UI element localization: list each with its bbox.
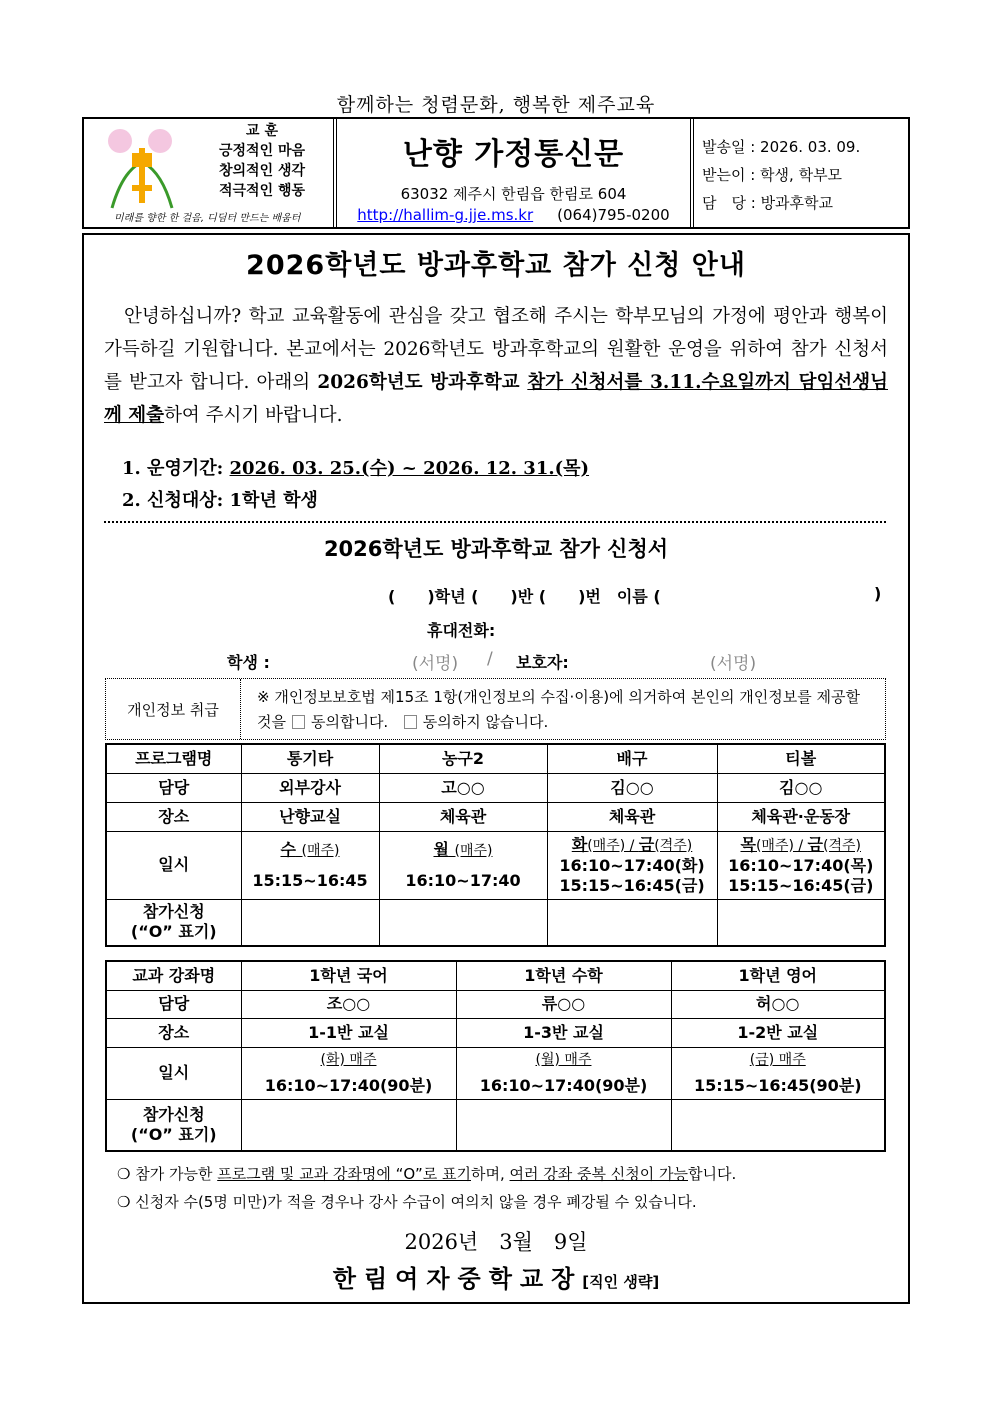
apply-cell[interactable] [717,899,885,946]
place: 1-3반 교실 [456,1018,671,1047]
student-id-close: ) [874,584,882,603]
subject-name: 1학년 국어 [241,961,456,990]
disagree-checkbox[interactable] [404,715,417,729]
motto [219,121,305,201]
sent-date: 발송일 : 2026. 03. 09. [702,138,861,156]
guardian-sign-field[interactable]: (서명) [710,654,757,674]
subject-table [105,960,886,1152]
guardian-sign-label: 보호자: [516,653,569,672]
row-header: 장소 [106,802,241,831]
place: 1-2반 교실 [671,1018,885,1047]
schedule: (금) 매주 15:15~16:45(90분) [671,1047,885,1099]
apply-cell[interactable] [456,1099,671,1151]
motto-line: 창의적인 생각 [219,163,306,179]
school-url-link[interactable]: http://hallim-g.jje.ms.kr [357,206,534,224]
student-sign-label: 학생 : [227,653,270,672]
info-target: 2. 신청대상: 1학년 학생 [122,490,318,511]
department: 담 당 : 방과후학교 [702,194,834,212]
privacy-label: 개인정보 취급 [106,679,241,739]
motto-line: 긍정적인 마음 [219,143,306,159]
signature: 한림여자중학교장[직인 생략] [332,1265,660,1293]
schedule: 목(매주) / 금(격주) 16:10~17:40(목) 15:15~16:45(금) [717,831,885,899]
intro-bold: 2026학년도 방과후학교 [317,372,528,393]
school-motto-cell [84,119,337,227]
teacher: 류○○ [456,990,671,1018]
schedule: 수 (매주) 15:15~16:45 [241,831,379,899]
teacher: 고○○ [379,773,547,802]
newsletter-title: 난향 가정통신문 [402,137,625,172]
row-header: 참가신청 (“O” 표기) [106,899,241,946]
row-header: 일시 [106,831,241,899]
row-header: 일시 [106,1047,241,1099]
apply-cell[interactable] [379,899,547,946]
motto-title: 교 훈 [246,123,278,139]
row-header: 담당 [106,773,241,802]
program-name: 배구 [547,744,717,773]
program-name: 통기타 [241,744,379,773]
schedule: (화) 매주 16:10~17:40(90분) [241,1047,456,1099]
info-list [122,453,589,517]
place: 체육관 [379,802,547,831]
teacher: 조○○ [241,990,456,1018]
school-phone: (064)795-0200 [557,206,670,224]
disagree-label: 동의하지 않습니다. [422,713,549,731]
recipient: 받는이 : 학생, 학부모 [702,166,843,184]
school-logo-icon [102,123,182,211]
intro-deadline: 참가 신청서를 3.11.수요일까지 담임선생님께 제출 [104,372,888,426]
divider [104,521,886,523]
schedule: (월) 매주 16:10~17:40(90분) [456,1047,671,1099]
page-title: 2026학년도 방과후학교 참가 신청 안내 [246,250,746,281]
send-info-cell [694,119,908,227]
place: 난향교실 [241,802,379,831]
teacher: 김○○ [717,773,885,802]
program-table [105,743,886,947]
schedule: 월 (매주) 16:10~17:40 [379,831,547,899]
logo-caption: 미래를 향한 한 걸음, 디딤터 만드는 배움터 [114,213,301,224]
row-header: 장소 [106,1018,241,1047]
place: 체육관·운동장 [717,802,885,831]
privacy-text: ※ 개인정보보호법 제15조 1항(개인정보의 수집·이용)에 의거하여 본인의 개인정보를 제공할 것을 [257,688,860,731]
apply-cell[interactable] [671,1099,885,1151]
agree-label: 동의합니다. [310,713,389,731]
row-header: 프로그램명 [106,744,241,773]
issue-date: 2026년 3월 9일 [404,1230,588,1254]
teacher: 허○○ [671,990,885,1018]
intro-text: 하여 주시기 바랍니다. [164,405,343,426]
signature-note: [직인 생략] [582,1273,660,1291]
newsletter-cell [337,119,694,227]
phone-field[interactable]: 휴대전화: [427,621,496,640]
student-sign-field[interactable]: (서명) [412,654,459,674]
slash: / [487,649,493,669]
subject-name: 1학년 영어 [671,961,885,990]
program-name: 농구2 [379,744,547,773]
header-box [82,117,910,229]
motto-line: 적극적인 행동 [219,183,306,199]
place: 체육관 [547,802,717,831]
row-header: 참가신청 (“O” 표기) [106,1099,241,1151]
intro-paragraph [104,300,888,432]
place: 1-1반 교실 [241,1018,456,1047]
privacy-consent [105,678,886,740]
info-period: 1. 운영기간: 2026. 03. 25.(수) ~ 2026. 12. 31.(목) [122,458,590,479]
note-1: ❍ 참가 가능한 프로그램 및 교과 강좌명에 “O”로 표기하며, 여러 강좌 중복 신청이 가능합니다. [117,1165,737,1183]
subject-name: 1학년 수학 [456,961,671,990]
slogan: 함께하는 청렴문화, 행복한 제주교육 [336,94,656,116]
intro-text: 안녕하십니까? 학교 교육활동에 관심을 갖고 협조해 주시는 학부모님의 가정에 평안과 행복이 가득하길 기원합니다. 본교에서는 2026학년도 방과후학교의 원활한 운영을 위하여 참가 신청서를 받고자 합니다. 아래의 [104,306,888,393]
student-id-line[interactable]: ( )학년 ( )반 ( )번 이름 ( [388,587,661,606]
program-name: 티볼 [717,744,885,773]
row-header: 담당 [106,990,241,1018]
apply-cell[interactable] [241,1099,456,1151]
form-title: 2026학년도 방과후학교 참가 신청서 [323,537,669,561]
teacher: 외부강사 [241,773,379,802]
schedule: 화(매주) / 금(격주) 16:10~17:40(화) 15:15~16:45(금) [547,831,717,899]
apply-cell[interactable] [241,899,379,946]
agree-checkbox[interactable] [292,715,305,729]
teacher: 김○○ [547,773,717,802]
row-header: 교과 강좌명 [106,961,241,990]
note-2: ❍ 신청자 수(5명 미만)가 적을 경우나 강사 수급이 여의치 않을 경우 폐강될 수 있습니다. [117,1193,697,1211]
school-address: 63032 제주시 한림읍 한림로 604 [400,185,627,203]
apply-cell[interactable] [547,899,717,946]
